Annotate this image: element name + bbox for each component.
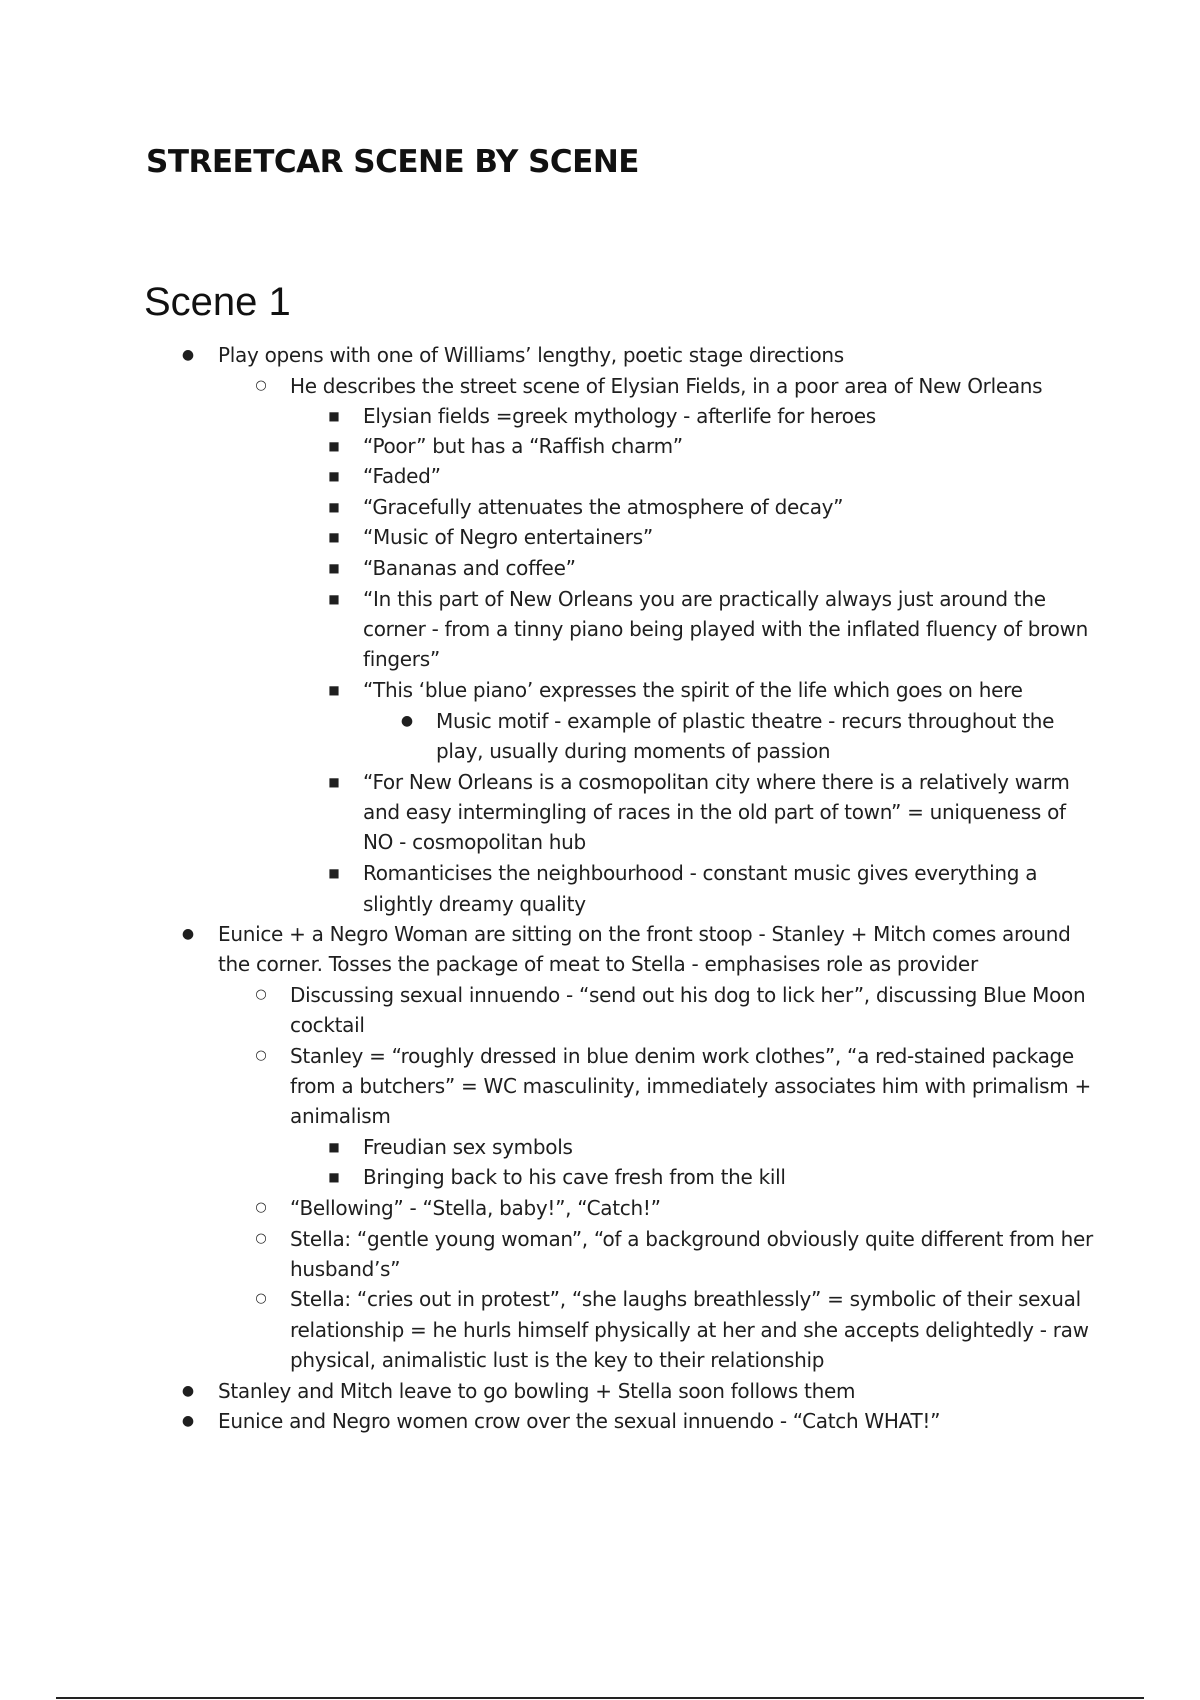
note-line: He describes the street scene of Elysian Fields, in a poor area of New Orleans: [290, 374, 1043, 398]
note-line: Discussing sexual innuendo - “send out his dog to lick her”, discussing Blue Moon: [290, 983, 1086, 1007]
note-line: Freudian sex symbols: [363, 1135, 573, 1159]
note-line: animalism: [290, 1104, 391, 1128]
bullet-circle-icon: ○: [255, 1291, 267, 1306]
note-line: “Poor” but has a “Raffish charm”: [363, 434, 683, 458]
note-line: Stanley = “roughly dressed in blue denim work clothes”, “a red-stained package: [290, 1044, 1074, 1068]
bullet-square-icon: ■: [328, 775, 340, 789]
bullet-square-icon: ■: [328, 1140, 340, 1154]
bullet-square-icon: ■: [328, 561, 340, 575]
bullet-square-icon: ■: [328, 500, 340, 514]
note-line: relationship = he hurls himself physically at her and she accepts delightedly - raw: [290, 1318, 1089, 1342]
note-line: “Music of Negro entertainers”: [363, 525, 653, 549]
note-line: “Bellowing” - “Stella, baby!”, “Catch!”: [290, 1196, 661, 1220]
note-line: the corner. Tosses the package of meat to Stella - emphasises role as provider: [218, 952, 978, 976]
note-line: and easy intermingling of races in the old part of town” = uniqueness of: [363, 800, 1066, 824]
bullet-square-icon: ■: [328, 1170, 340, 1184]
note-line: Music motif - example of plastic theatre - recurs throughout the: [436, 709, 1055, 733]
bullet-square-icon: ■: [328, 592, 340, 606]
bullet-square-icon: ■: [328, 866, 340, 880]
note-line: NO - cosmopolitan hub: [363, 830, 586, 854]
note-line: Stella: “gentle young woman”, “of a background obviously quite different from her: [290, 1227, 1093, 1251]
note-line: “For New Orleans is a cosmopolitan city where there is a relatively warm: [363, 770, 1070, 794]
document-title: STREETCAR SCENE BY SCENE: [146, 144, 639, 180]
note-line: Eunice and Negro women crow over the sexual innuendo - “Catch WHAT!”: [218, 1409, 941, 1433]
bullet-disc-icon: ●: [181, 347, 195, 363]
note-line: physical, animalistic lust is the key to their relationship: [290, 1348, 825, 1372]
bullet-circle-icon: ○: [255, 1048, 267, 1063]
note-line: “This ‘blue piano’ expresses the spirit of the life which goes on here: [363, 678, 1023, 702]
bullet-square-icon: ■: [328, 683, 340, 697]
bullet-square-icon: ■: [328, 439, 340, 453]
bullet-square-icon: ■: [328, 469, 340, 483]
note-line: Bringing back to his cave fresh from the kill: [363, 1165, 786, 1189]
note-line: “Faded”: [363, 464, 441, 488]
note-line: corner - from a tinny piano being played with the inflated fluency of brown: [363, 617, 1089, 641]
note-line: husband’s”: [290, 1257, 401, 1281]
note-line: from a butchers” = WC masculinity, immediately associates him with primalism +: [290, 1074, 1091, 1098]
note-line: Stanley and Mitch leave to go bowling + Stella soon follows them: [218, 1379, 856, 1403]
bullet-disc-icon: ●: [181, 926, 195, 942]
bullet-circle-icon: ○: [255, 378, 267, 393]
bullet-circle-icon: ○: [255, 1200, 267, 1215]
note-line: slightly dreamy quality: [363, 892, 586, 916]
bullet-circle-icon: ○: [255, 1231, 267, 1246]
bullet-circle-icon: ○: [255, 987, 267, 1002]
note-line: Play opens with one of Williams’ lengthy, poetic stage directions: [218, 343, 844, 367]
note-line: “Bananas and coffee”: [363, 556, 576, 580]
footer-divider: [56, 1697, 1144, 1699]
note-line: “In this part of New Orleans you are practically always just around the: [363, 587, 1046, 611]
bullet-disc-icon: ●: [400, 713, 414, 729]
note-line: Eunice + a Negro Woman are sitting on the front stoop - Stanley + Mitch comes around: [218, 922, 1071, 946]
scene-heading: Scene 1: [144, 280, 291, 324]
bullet-square-icon: ■: [328, 530, 340, 544]
note-line: Elysian fields =greek mythology - afterlife for heroes: [363, 404, 876, 428]
bullet-disc-icon: ●: [181, 1413, 195, 1429]
note-line: cocktail: [290, 1013, 365, 1037]
bullet-disc-icon: ●: [181, 1383, 195, 1399]
note-line: fingers”: [363, 647, 440, 671]
note-line: Stella: “cries out in protest”, “she laughs breathlessly” = symbolic of their sexual: [290, 1287, 1081, 1311]
bullet-square-icon: ■: [328, 409, 340, 423]
note-line: Romanticises the neighbourhood - constant music gives everything a: [363, 861, 1038, 885]
note-line: play, usually during moments of passion: [436, 739, 831, 763]
note-line: “Gracefully attenuates the atmosphere of decay”: [363, 495, 844, 519]
